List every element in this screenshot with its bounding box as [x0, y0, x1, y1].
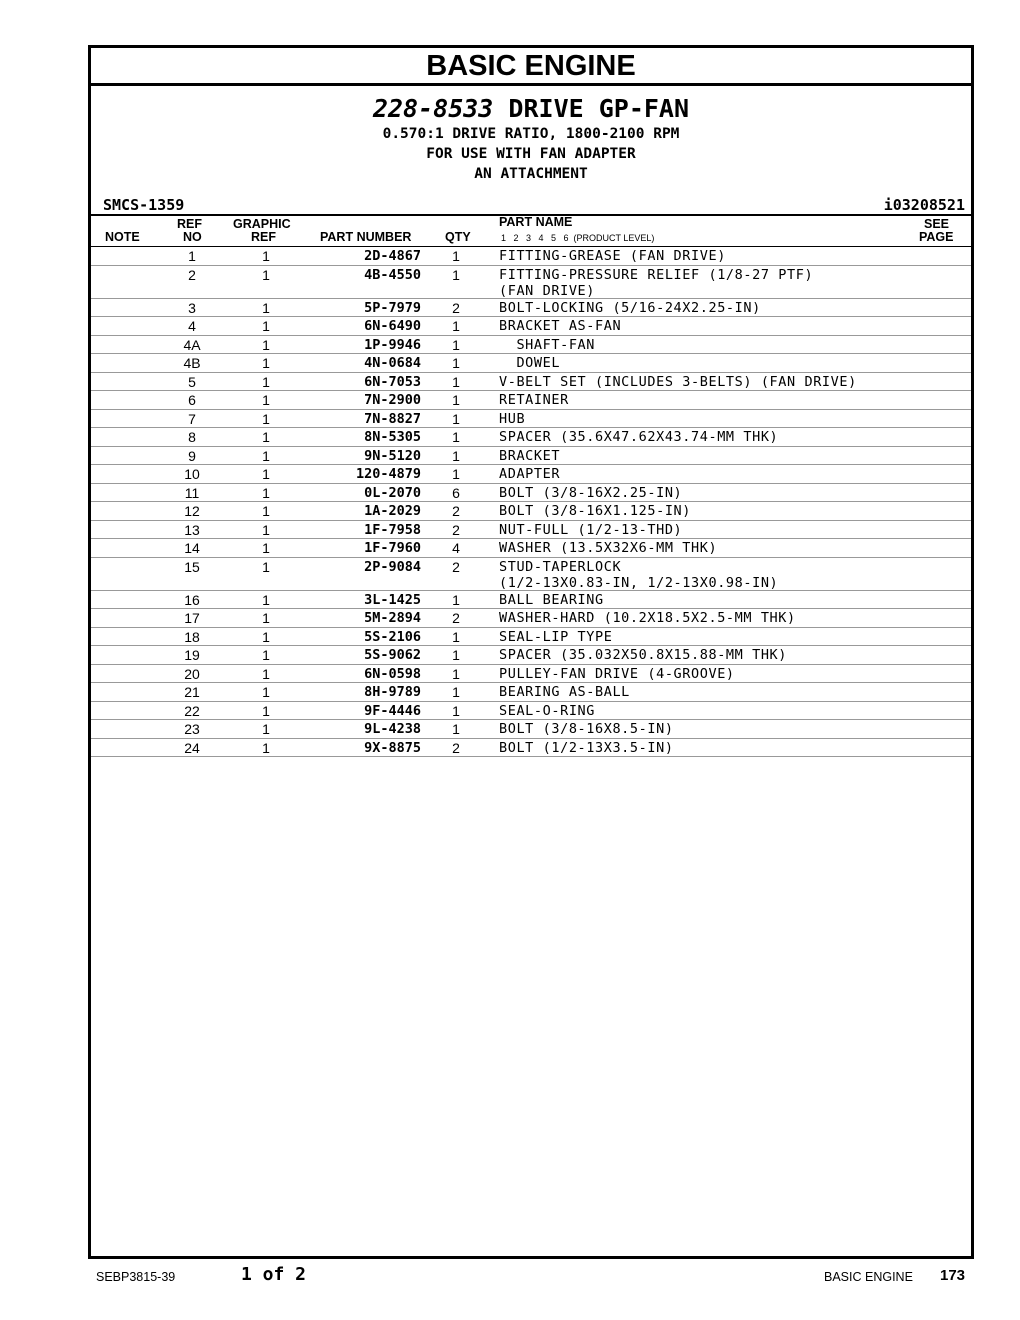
graphic-ref: 1 — [262, 739, 270, 756]
table-row — [91, 336, 971, 355]
part-name: BRACKET — [499, 447, 561, 464]
quantity: 1 — [452, 447, 460, 464]
graphic-ref: 1 — [262, 540, 270, 556]
group-part-title: DRIVE GP-FAN — [508, 94, 690, 123]
group-part-number: 228-8533 — [372, 94, 494, 123]
table-row — [91, 539, 971, 558]
ref-no: 4 — [188, 318, 196, 334]
col-graphic-bottom: REF — [251, 230, 276, 244]
col-qty: QTY — [445, 230, 471, 244]
part-number: 3L-1425 — [364, 591, 421, 608]
table-row — [91, 665, 971, 684]
part-name: HUB — [499, 410, 526, 427]
footer-page-number: 173 — [940, 1267, 966, 1284]
table-row — [91, 739, 971, 758]
quantity: 2 — [452, 521, 460, 538]
ref-no: 19 — [184, 647, 200, 663]
ref-no: 22 — [184, 702, 200, 719]
section-title: BASIC ENGINE — [91, 48, 971, 86]
table-row — [91, 299, 971, 318]
document-id: i03208521 — [883, 196, 965, 214]
part-number: 4N-0684 — [364, 355, 421, 371]
ref-no: 23 — [184, 721, 200, 737]
group-title — [91, 94, 971, 124]
part-number: 5S-9062 — [364, 647, 421, 663]
quantity: 1 — [452, 591, 460, 608]
graphic-ref: 1 — [262, 521, 270, 538]
table-row — [91, 484, 971, 503]
ref-no: 18 — [184, 628, 200, 645]
part-name: DOWEL — [499, 355, 561, 371]
part-name: FITTING-PRESSURE RELIEF (1/8-27 PTF) (FAN DRIVE) — [499, 266, 814, 299]
table-row — [91, 391, 971, 410]
ref-no: 2 — [188, 266, 196, 283]
ref-no: 6 — [188, 392, 196, 408]
ref-no: 20 — [184, 665, 200, 682]
part-name: BRACKET AS-FAN — [499, 318, 622, 334]
table-row — [91, 502, 971, 521]
part-number: 1A-2029 — [364, 503, 421, 519]
table-row — [91, 702, 971, 721]
table-row — [91, 609, 971, 628]
graphic-ref: 1 — [262, 702, 270, 719]
ref-no: 13 — [184, 521, 200, 538]
part-number: 1F-7960 — [364, 540, 421, 556]
part-number: 6N-6490 — [364, 318, 421, 334]
smcs-code: SMCS-1359 — [103, 196, 185, 214]
ref-no: 12 — [184, 503, 200, 519]
ref-no: 4A — [183, 336, 201, 353]
quantity: 1 — [452, 318, 460, 334]
graphic-ref: 1 — [262, 628, 270, 645]
table-row — [91, 317, 971, 336]
graphic-ref: 1 — [262, 248, 270, 264]
table-row — [91, 354, 971, 373]
part-number: 9N-5120 — [364, 447, 421, 464]
part-name: BOLT (3/8-16X8.5-IN) — [499, 721, 674, 737]
table-row — [91, 447, 971, 466]
part-number: 5S-2106 — [364, 628, 421, 645]
parts-table — [91, 247, 971, 757]
ref-no: 24 — [184, 739, 200, 756]
ref-no: 3 — [188, 299, 196, 316]
part-name: SPACER (35.032X50.8X15.88-MM THK) — [499, 647, 788, 663]
graphic-ref: 1 — [262, 647, 270, 663]
part-number: 1F-7958 — [364, 521, 421, 538]
part-name: RETAINER — [499, 392, 569, 408]
col-part-name: PART NAME — [499, 215, 573, 229]
quantity: 2 — [452, 558, 460, 575]
col-note: NOTE — [105, 230, 140, 244]
part-number: 9X-8875 — [364, 739, 421, 756]
part-name: SEAL-O-RING — [499, 702, 596, 719]
table-row — [91, 465, 971, 484]
table-row — [91, 720, 971, 739]
graphic-ref: 1 — [262, 410, 270, 427]
part-name: SHAFT-FAN — [499, 336, 596, 353]
part-name: ADAPTER — [499, 466, 561, 482]
table-row — [91, 410, 971, 429]
ref-no: 11 — [184, 484, 200, 501]
quantity: 2 — [452, 503, 460, 519]
part-number: 8N-5305 — [364, 429, 421, 445]
part-number: 9L-4238 — [364, 721, 421, 737]
ref-no: 1 — [188, 248, 196, 264]
quantity: 1 — [452, 665, 460, 682]
table-row — [91, 646, 971, 665]
col-ref-bottom: NO — [183, 230, 202, 244]
part-number: 8H-9789 — [364, 684, 421, 700]
graphic-ref: 1 — [262, 610, 270, 626]
table-row — [91, 373, 971, 392]
part-name: WASHER (13.5X32X6-MM THK) — [499, 540, 718, 556]
part-name: BOLT (3/8-16X1.125-IN) — [499, 503, 692, 519]
part-number: 2P-9084 — [364, 558, 421, 575]
part-name: STUD-TAPERLOCK (1/2-13X0.83-IN, 1/2-13X0.98-IN) — [499, 558, 779, 591]
ref-no: 15 — [184, 558, 200, 575]
part-name: BEARING AS-BALL — [499, 684, 630, 700]
part-number: 6N-0598 — [364, 665, 421, 682]
graphic-ref: 1 — [262, 266, 270, 283]
graphic-ref: 1 — [262, 503, 270, 519]
graphic-ref: 1 — [262, 484, 270, 501]
quantity: 1 — [452, 373, 460, 390]
col-graphic-top: GRAPHIC — [233, 217, 291, 231]
table-row — [91, 683, 971, 702]
quantity: 1 — [452, 410, 460, 427]
part-number: 2D-4867 — [364, 248, 421, 264]
ref-no: 10 — [184, 466, 200, 482]
part-name: FITTING-GREASE (FAN DRIVE) — [499, 248, 726, 264]
quantity: 1 — [452, 628, 460, 645]
page-footer — [0, 1262, 1020, 1292]
ref-no: 8 — [188, 429, 196, 445]
quantity: 1 — [452, 248, 460, 264]
quantity: 1 — [452, 721, 460, 737]
graphic-ref: 1 — [262, 429, 270, 445]
quantity: 4 — [452, 540, 460, 556]
table-row — [91, 521, 971, 540]
ref-no: 7 — [188, 410, 196, 427]
quantity: 1 — [452, 392, 460, 408]
table-row — [91, 247, 971, 266]
part-name: BOLT (1/2-13X3.5-IN) — [499, 739, 674, 756]
smcs-row — [91, 192, 971, 214]
page-frame — [88, 45, 974, 1259]
ref-no: 17 — [184, 610, 200, 626]
part-name: BOLT (3/8-16X2.25-IN) — [499, 484, 683, 501]
col-ref-top: REF — [177, 217, 202, 231]
part-name: SEAL-LIP TYPE — [499, 628, 613, 645]
attachment-line: AN ATTACHMENT — [474, 166, 588, 182]
table-row — [91, 591, 971, 610]
group-heading — [91, 94, 971, 184]
usage-line: FOR USE WITH FAN ADAPTER — [426, 146, 636, 162]
ref-no: 9 — [188, 447, 196, 464]
quantity: 2 — [452, 739, 460, 756]
ref-no: 14 — [184, 540, 200, 556]
quantity: 1 — [452, 647, 460, 663]
quantity: 2 — [452, 299, 460, 316]
graphic-ref: 1 — [262, 318, 270, 334]
quantity: 1 — [452, 336, 460, 353]
part-name: SPACER (35.6X47.62X43.74-MM THK) — [499, 429, 779, 445]
ref-no: 21 — [184, 684, 200, 700]
graphic-ref: 1 — [262, 336, 270, 353]
part-name: BOLT-LOCKING (5/16-24X2.25-IN) — [499, 299, 761, 316]
part-number: 1P-9946 — [364, 336, 421, 353]
graphic-ref: 1 — [262, 466, 270, 482]
part-number: 6N-7053 — [364, 373, 421, 390]
column-header — [91, 214, 971, 247]
graphic-ref: 1 — [262, 721, 270, 737]
part-name: NUT-FULL (1/2-13-THD) — [499, 521, 683, 538]
quantity: 1 — [452, 266, 460, 283]
graphic-ref: 1 — [262, 299, 270, 316]
ref-no: 4B — [183, 355, 201, 371]
col-part-number: PART NUMBER — [320, 230, 412, 244]
table-row — [91, 558, 971, 591]
graphic-ref: 1 — [262, 355, 270, 371]
part-name: PULLEY-FAN DRIVE (4-GROOVE) — [499, 665, 735, 682]
footer-section: BASIC ENGINE — [824, 1270, 913, 1284]
graphic-ref: 1 — [262, 684, 270, 700]
table-row — [91, 428, 971, 447]
part-number: 7N-2900 — [364, 392, 421, 408]
col-product-level: 1 2 3 4 5 6 (PRODUCT LEVEL) — [501, 233, 655, 243]
part-number: 0L-2070 — [364, 484, 421, 501]
part-name: WASHER-HARD (10.2X18.5X2.5-MM THK) — [499, 610, 796, 626]
quantity: 1 — [452, 355, 460, 371]
part-number: 120-4879 — [355, 466, 421, 482]
part-name: V-BELT SET (INCLUDES 3-BELTS) (FAN DRIVE) — [499, 373, 857, 390]
quantity: 1 — [452, 702, 460, 719]
part-name: BALL BEARING — [499, 591, 604, 608]
ref-no: 5 — [188, 373, 196, 390]
graphic-ref: 1 — [262, 447, 270, 464]
drive-ratio-line: 0.570:1 DRIVE RATIO, 1800-2100 RPM — [382, 126, 680, 142]
ref-no: 16 — [184, 591, 200, 608]
quantity: 1 — [452, 684, 460, 700]
table-row — [91, 628, 971, 647]
col-see-top: SEE — [924, 217, 950, 231]
part-number: 5P-7979 — [364, 299, 421, 316]
quantity: 1 — [452, 429, 460, 445]
graphic-ref: 1 — [262, 558, 270, 575]
part-number: 5M-2894 — [364, 610, 421, 626]
graphic-ref: 1 — [262, 591, 270, 608]
footer-page-of: 1 of 2 — [241, 1264, 307, 1285]
graphic-ref: 1 — [262, 392, 270, 408]
quantity: 1 — [452, 466, 460, 482]
quantity: 6 — [452, 484, 460, 501]
col-see-bottom: PAGE — [919, 230, 954, 244]
table-row — [91, 266, 971, 299]
part-number: 4B-4550 — [364, 266, 421, 283]
part-number: 7N-8827 — [364, 410, 421, 427]
graphic-ref: 1 — [262, 373, 270, 390]
part-number: 9F-4446 — [364, 702, 421, 719]
footer-doc-number: SEBP3815-39 — [96, 1270, 176, 1284]
graphic-ref: 1 — [262, 665, 270, 682]
quantity: 2 — [452, 610, 460, 626]
